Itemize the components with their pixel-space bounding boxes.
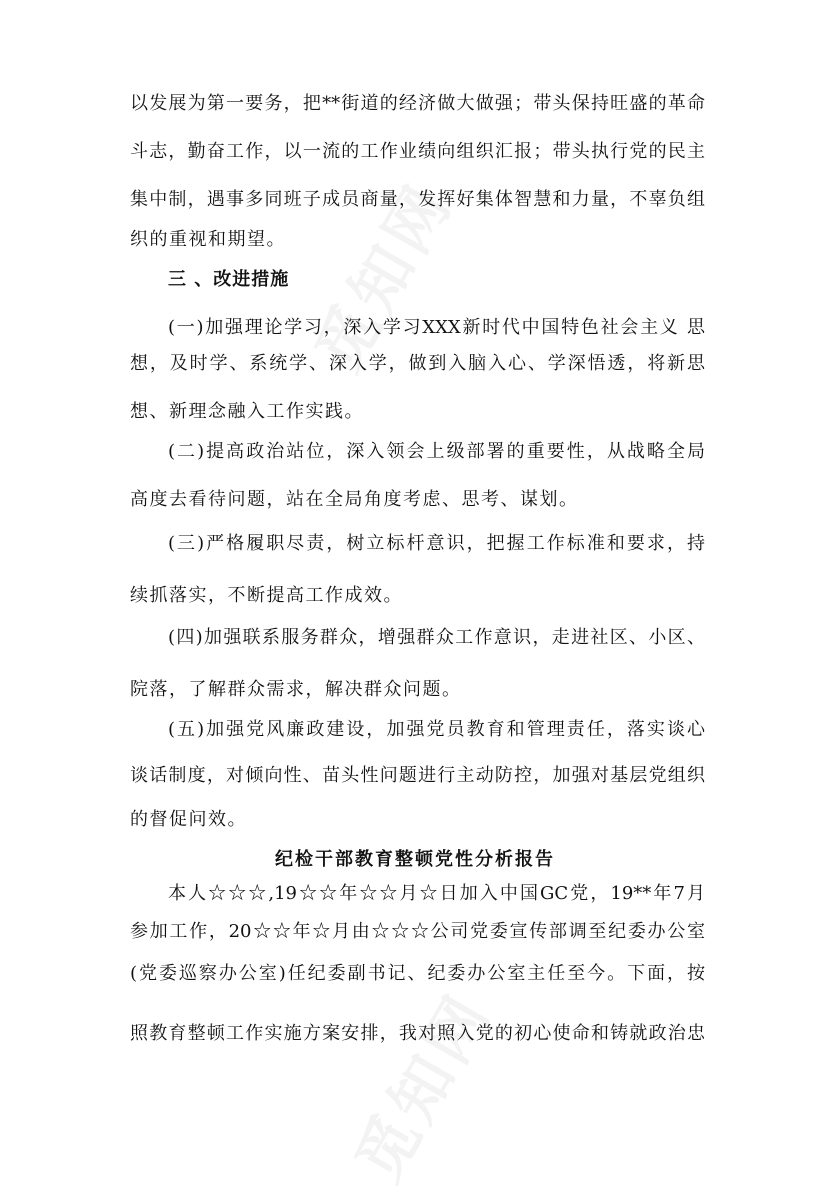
text-line: (二)提高政治站位，深入领会上级部署的重要性，从战略全局	[168, 441, 705, 462]
text-line: 集中制，遇事多同班子成员商量，发挥好集体智慧和力量，不辜负组	[130, 189, 705, 210]
text-line: 续抓落实，不断提高工作成效。	[130, 585, 403, 606]
text-line: (四)加强联系服务群众，增强群众工作意识，走进社区、小区、	[168, 627, 705, 648]
text-line: (一)加强理论学习，深入学习XXX新时代中国特色社会主义 思	[168, 317, 705, 338]
text-line: 院落，了解群众需求，解决群众问题。	[130, 679, 462, 700]
text-line: 斗志，勤奋工作，以一流的工作业绩向组织汇报；带头执行党的民主	[130, 141, 705, 162]
section-heading: 三 、改进措施	[168, 269, 290, 290]
text-line: 织的重视和期望。	[130, 229, 286, 250]
text-line: (党委巡察办公室)任纪委副书记、纪委办公室主任至今。下面，按	[130, 963, 705, 984]
text-line: (五)加强党风廉政建设，加强党员教育和管理责任，落实谈心	[168, 719, 705, 740]
text-line: 高度去看待问题，站在全局角度考虑、思考、谋划。	[130, 489, 579, 510]
text-line: 照教育整顿工作实施方案安排，我对照入党的初心使命和铸就政治忠	[130, 1023, 705, 1044]
text-line: 以发展为第一要务，把**街道的经济做大做强；带头保持旺盛的革命	[130, 93, 705, 114]
text-line: 想、新理念融入工作实践。	[130, 401, 364, 422]
text-line: 想，及时学、系统学、深入学，做到入脑入心、学深悟透，将新思	[130, 353, 705, 374]
text-line: 本人☆☆☆,19☆☆年☆☆月☆日加入中国GC党，19**年7月	[168, 883, 705, 904]
text-line: (三)严格履职尽责，树立标杆意识，把握工作标准和要求，持	[168, 533, 705, 554]
text-line: 的督促问效。	[130, 809, 247, 830]
text-line: 参加工作，20☆☆年☆月由☆☆☆公司党委宣传部调至纪委办公室	[130, 921, 705, 942]
watermark	[330, 973, 509, 1194]
text-line: 谈话制度，对倾向性、苗头性问题进行主动防控，加强对基层党组织	[130, 765, 705, 786]
report-title: 纪检干部教育整顿党性分析报告	[275, 849, 555, 870]
